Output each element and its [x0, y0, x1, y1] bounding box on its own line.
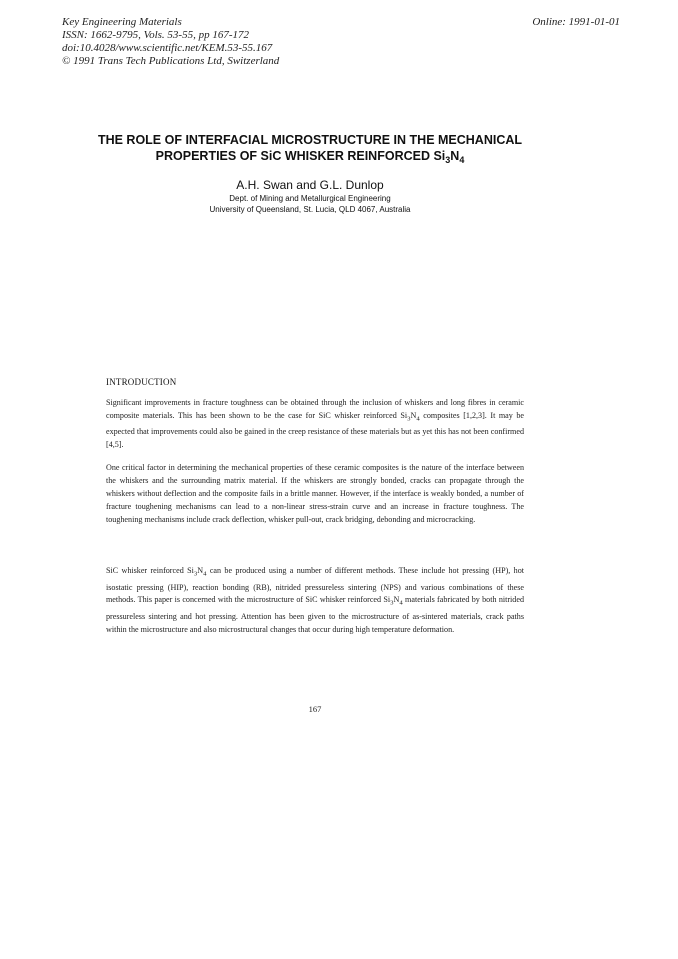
- p1-sub-4: 4: [416, 415, 420, 423]
- paragraph-2: One critical factor in determining the mechanical properties of these ceramic composites is the nature of the interface between the whiskers and the surrounding matrix material. If the whiskers are strongly bonded, cracks can propagate through the whiskers without deflection and the composite fails in a brittle manner. However, if the interface is weakly bonded, a number of fracture toughening mechanisms can lead to a non-linear stress-strain curve and an increase in fracture toughness. The toughening mechanisms include crack deflection, whisker pull-out, crack bridging, debonding and microcracking.: [106, 463, 524, 524]
- paper-title: [0, 132, 620, 168]
- p3-sub-3a: 3: [193, 570, 198, 578]
- paragraph-3: [106, 565, 524, 637]
- copyright-line: © 1991 Trans Tech Publications Ltd, Switzerland: [62, 55, 280, 67]
- paragraph-1: [106, 397, 524, 452]
- doi-line: doi:10.4028/www.scientific.net/KEM.53-55.167: [62, 42, 273, 54]
- authors: A.H. Swan and G.L. Dunlop: [236, 178, 384, 192]
- p3-text-c: can be produced using a number of different methods. These include hot pressing (HP), hot isostatic pressing (HIP), reaction bonding (RB), nitrided pressureless sintering (NPS) and various combinations of these methods. This paper is concerned with the microstructure of SiC whisker reinforced Si: [106, 566, 524, 605]
- p3-text-e: materials fabricated by both nitrided pressureless sintering and hot pressing. Attention has been given to the microstructure of as-sintered materials, crack paths within the microstructure and also microstructural changes that occur during high temperature deformation.: [106, 595, 524, 634]
- p1-text-a: Significant improvements in fracture toughness can be obtained through the inclusion of whiskers and long fibres in ceramic composite materials. This has been shown to be the case for SiC whisker reinforced Si: [106, 398, 524, 420]
- p3-text-n2: N: [393, 595, 400, 605]
- online-date: Online: 1991-01-01: [532, 16, 620, 28]
- title-line-1: THE ROLE OF INTERFACIAL MICROSTRUCTURE IN THE MECHANICAL: [97, 133, 523, 147]
- p1-text-c: composites [1,2,3]. It may be expected that improvements could also be gained in the creep resistance of these materials but as yet this has not been confirmed [4,5].: [106, 410, 524, 450]
- p1-sub-3: 3: [407, 415, 411, 423]
- title-subscript-3: 3: [445, 155, 451, 165]
- title-n: N: [450, 149, 460, 163]
- p1-text-n: N: [410, 410, 417, 420]
- p3-text-n1: N: [197, 566, 204, 575]
- affiliation-university: University of Queensland, St. Lucia, QLD 4067, Australia: [209, 204, 411, 214]
- title-subscript-4: 4: [459, 155, 465, 165]
- issn-line: ISSN: 1662-9795, Vols. 53-55, pp 167-172: [62, 29, 249, 41]
- title-line-2: [0, 148, 620, 168]
- p3-sub-3b: 3: [390, 600, 394, 608]
- journal-header: [62, 16, 279, 68]
- p3-text-a: SiC whisker reinforced Si: [106, 566, 194, 575]
- p3-sub-4a: 4: [203, 570, 207, 578]
- p3-sub-4b: 4: [399, 600, 403, 608]
- title-line-2-text: PROPERTIES OF SiC WHISKER REINFORCED Si: [155, 149, 446, 163]
- page-number: 167: [308, 704, 322, 714]
- journal-name: Key Engineering Materials: [62, 16, 182, 28]
- section-heading: INTRODUCTION: [106, 377, 177, 387]
- affiliation-dept: Dept. of Mining and Metallurgical Engineering: [229, 194, 391, 203]
- affiliation: [0, 194, 620, 215]
